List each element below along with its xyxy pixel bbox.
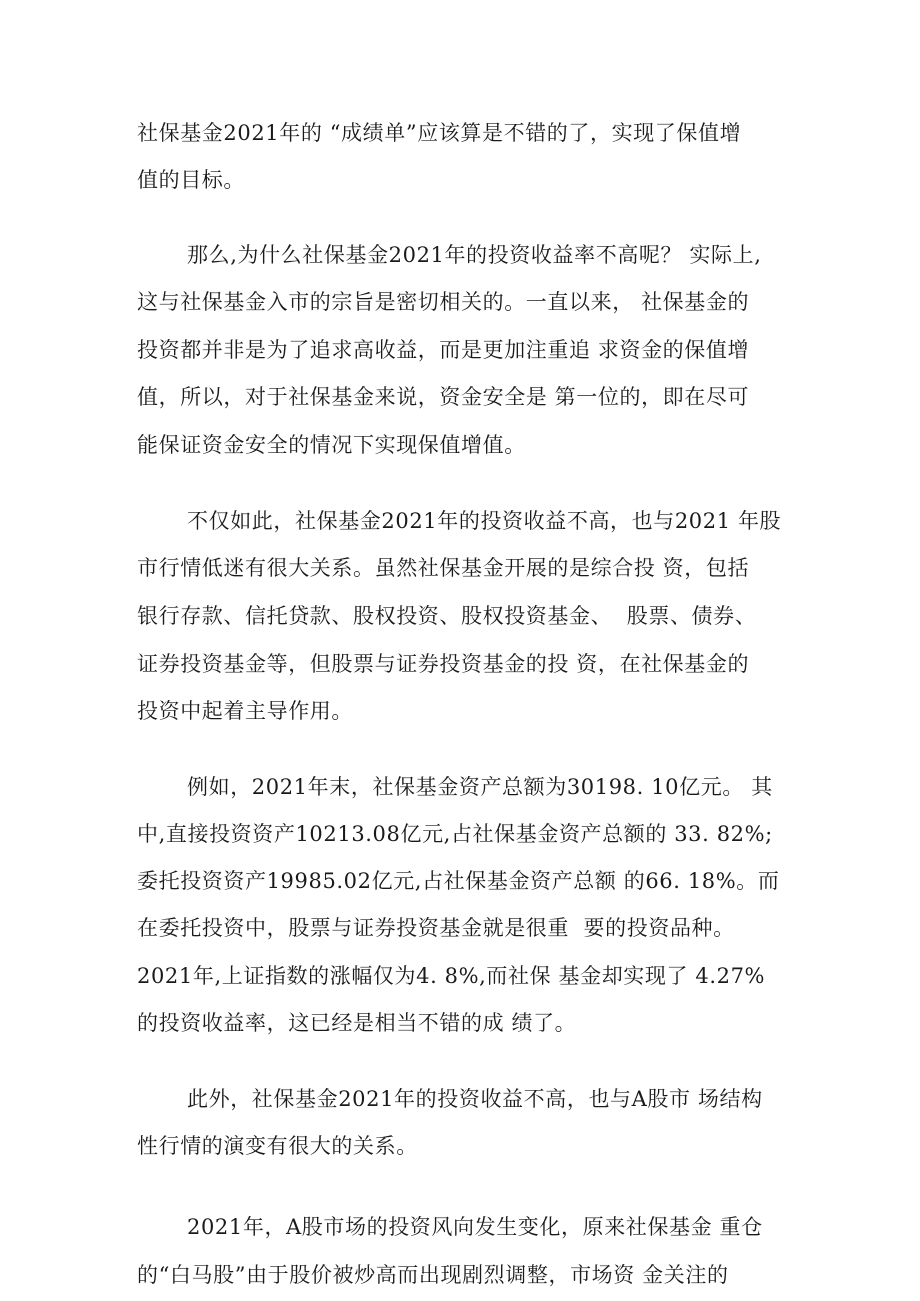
text-line: 2021年，A股市场的投资风向发生变化，原来社保基金 重仓 xyxy=(187,1215,763,1239)
text-line: 证券投资基金等，但股票与证券投资基金的投 资，在社保基金的 xyxy=(137,652,750,676)
text-line: 能保证资金安全的情况下实现保值增值。 xyxy=(137,433,526,457)
text-line: 的投资收益率，这已经是相当不错的成 绩了。 xyxy=(137,1011,577,1035)
text-line: 中,直接投资资产10213.08亿元,占社保基金资产总额的 33. 82%; xyxy=(137,822,773,846)
text-line: 市行情低迷有很大关系。虽然社保基金开展的是综合投 资，包括 xyxy=(137,556,750,580)
text-line: 性行情的演变有很大的关系。 xyxy=(137,1134,418,1158)
text-line: 投资都并非是为了追求高收益，而是更加注重追 求资金的保值增 xyxy=(137,338,750,362)
text-line: 不仅如此，社保基金2021年的投资收益不高，也与2021 年股 xyxy=(187,509,782,533)
text-line: 此外，社保基金2021年的投资收益不高，也与A股市 场结构 xyxy=(187,1087,763,1111)
text-line: 这与社保基金入市的宗旨是密切相关的。一直以来， 社保基金的 xyxy=(137,290,750,314)
text-line: 的“白马股”由于股价被炒高而出现剧烈调整，市场资 金关注的 xyxy=(137,1263,729,1287)
text-line: 社保基金2021年的 “成绩单”应该算是不错的了，实现了保值增 xyxy=(137,121,742,145)
text-line: 值的目标。 xyxy=(137,168,245,192)
text-line: 值，所以，对于社保基金来说，资金安全是 第一位的，即在尽可 xyxy=(137,385,750,409)
text-line: 投资中起着主导作用。 xyxy=(137,699,353,723)
text-line: 2021年,上证指数的涨幅仅为4. 8%,而社保 基金却实现了 4.27% xyxy=(137,964,766,988)
text-line: 那么,为什么社保基金2021年的投资收益率不高呢？ 实际上, xyxy=(187,243,762,267)
text-line: 银行存款、信托贷款、股权投资、股权投资基金、 股票、债券、 xyxy=(137,604,757,628)
text-line: 委托投资资产19985.02亿元,占社保基金资产总额 的66. 18%。而 xyxy=(137,869,780,893)
text-line: 在委托投资中，股票与证券投资基金就是很重 要的投资品种。 xyxy=(137,916,735,940)
text-line: 例如，2021年末，社保基金资产总额为30198. 10亿元。 其 xyxy=(187,775,773,799)
